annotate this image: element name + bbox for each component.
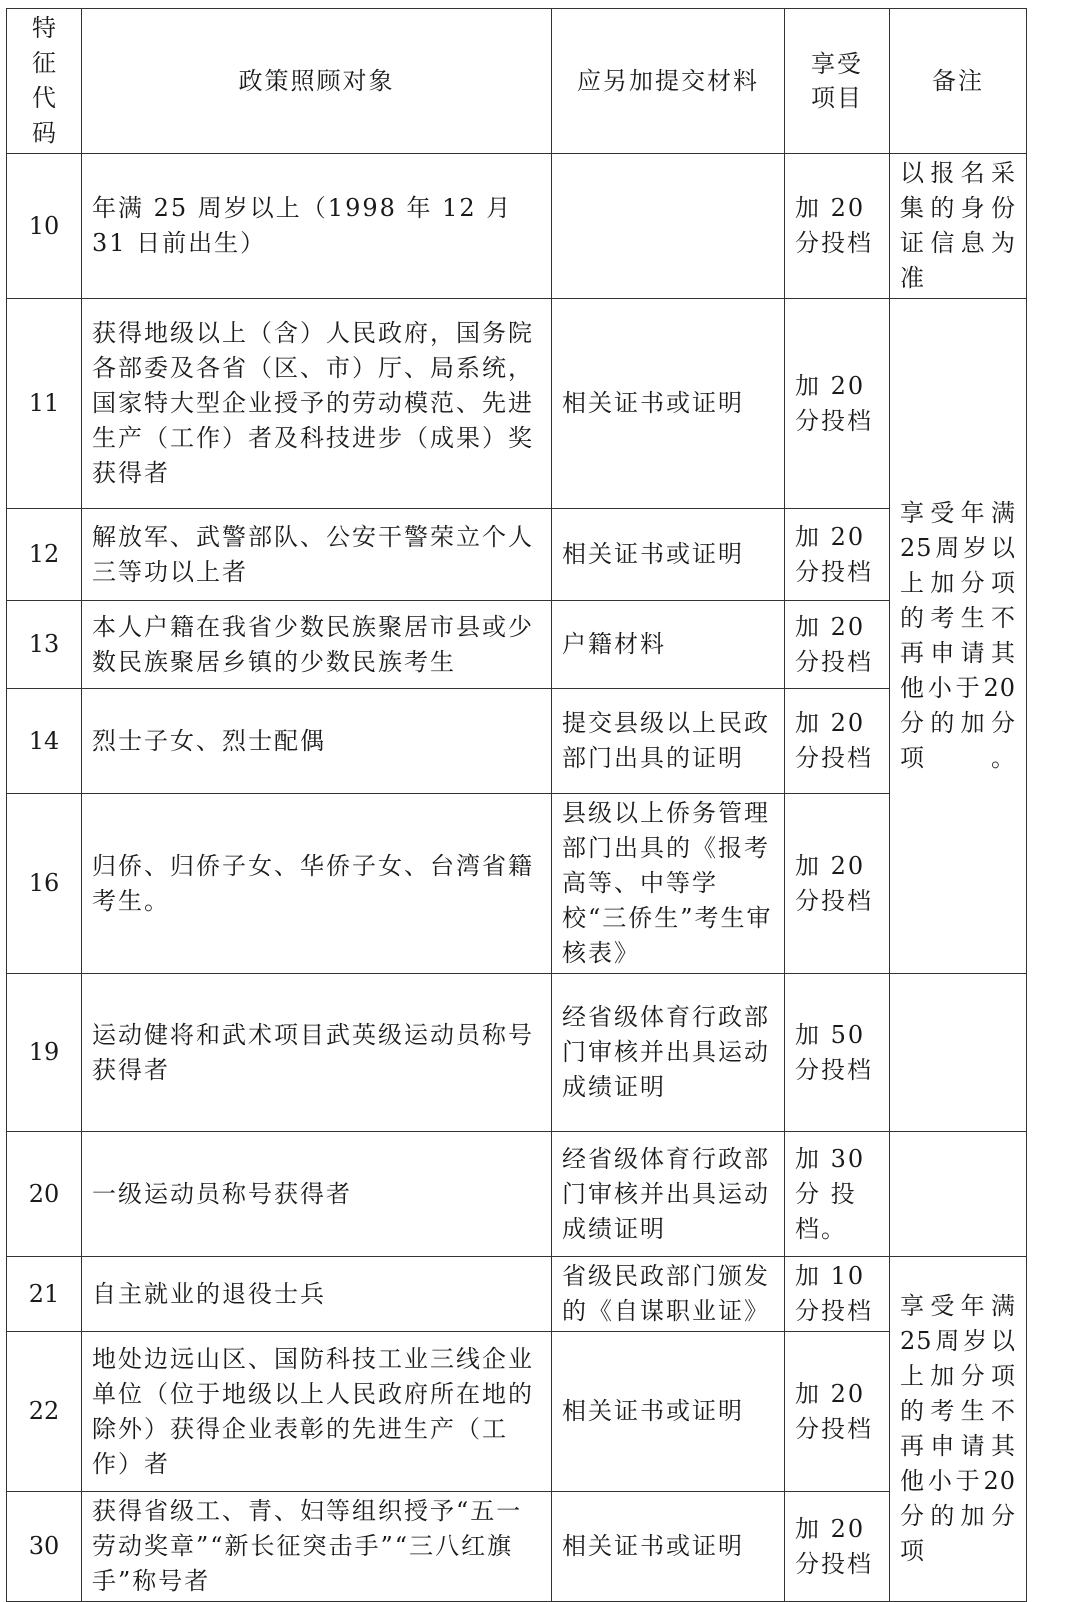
benefit-cell: 加 20 分投档 <box>785 154 890 299</box>
materials-cell: 相关证书或证明 <box>552 1332 785 1492</box>
table-row <box>7 509 1027 601</box>
table-row <box>7 1492 1027 1602</box>
target-cell: 自主就业的退役士兵 <box>82 1257 552 1332</box>
code-cell: 20 <box>7 1132 82 1257</box>
header-code-text: 特 征 代 码 <box>32 14 56 147</box>
table-row <box>7 974 1027 1132</box>
target-cell: 获得地级以上（含）人民政府，国务院各部委及各省（区、市）厅、局系统，国家特大型企业授予的劳动模范、先进生产（工作）者及科技进步（成果）奖获得者 <box>82 299 552 509</box>
target-cell: 运动健将和武术项目武英级运动员称号获得者 <box>82 974 552 1132</box>
materials-cell: 县级以上侨务管理部门出具的《报考高等、中等学校“三侨生”考生审核表》 <box>552 794 785 974</box>
benefit-cell: 加 10 分投档 <box>785 1257 890 1332</box>
target-cell: 归侨、归侨子女、华侨子女、台湾省籍考生。 <box>82 794 552 974</box>
target-cell: 解放军、武警部队、公安干警荣立个人三等功以上者 <box>82 509 552 601</box>
target-cell: 年满 25 周岁以上（1998 年 12 月 31 日前出生） <box>82 154 552 299</box>
benefit-cell: 加 20 分投档 <box>785 794 890 974</box>
table-row <box>7 601 1027 689</box>
table-row <box>7 689 1027 794</box>
target-cell: 一级运动员称号获得者 <box>82 1132 552 1257</box>
code-cell: 11 <box>7 299 82 509</box>
benefit-cell: 加 20 分投档 <box>785 509 890 601</box>
table-row <box>7 1132 1027 1257</box>
code-cell: 22 <box>7 1332 82 1492</box>
table-row <box>7 299 1027 509</box>
materials-cell: 省级民政部门颁发的《自谋职业证》 <box>552 1257 785 1332</box>
header-target: 政策照顾对象 <box>82 9 552 154</box>
table-row <box>7 154 1027 299</box>
table-row <box>7 1257 1027 1332</box>
materials-cell: 相关证书或证明 <box>552 299 785 509</box>
benefit-cell: 加 50 分投档 <box>785 974 890 1132</box>
materials-cell: 经省级体育行政部门审核并出具运动成绩证明 <box>552 1132 785 1257</box>
note-cell-empty <box>890 974 1027 1132</box>
header-benefit: 享受 项目 <box>785 9 890 154</box>
benefit-cell: 加 30 分 投 档。 <box>785 1132 890 1257</box>
benefit-cell: 加 20 分投档 <box>785 1332 890 1492</box>
code-cell: 21 <box>7 1257 82 1332</box>
code-cell: 30 <box>7 1492 82 1602</box>
code-cell: 13 <box>7 601 82 689</box>
code-cell: 14 <box>7 689 82 794</box>
header-note: 备注 <box>890 9 1027 154</box>
benefit-cell: 加 20 分投档 <box>785 299 890 509</box>
policy-table <box>6 8 1027 1602</box>
code-cell: 12 <box>7 509 82 601</box>
materials-cell: 相关证书或证明 <box>552 509 785 601</box>
target-cell: 获得省级工、青、妇等组织授予“五一劳动奖章”“新长征突击手”“三八红旗手”称号者 <box>82 1492 552 1602</box>
header-code <box>7 9 82 154</box>
table-row <box>7 794 1027 974</box>
materials-cell: 提交县级以上民政部门出具的证明 <box>552 689 785 794</box>
benefit-cell: 加 20 分投档 <box>785 689 890 794</box>
benefit-cell: 加 20 分投档 <box>785 601 890 689</box>
materials-cell: 经省级体育行政部门审核并出具运动成绩证明 <box>552 974 785 1132</box>
header-row <box>7 9 1027 154</box>
note-cell: 以报名采集的身份证信息为准 <box>890 154 1027 299</box>
target-cell: 地处边远山区、国防科技工业三线企业单位（位于地级以上人民政府所在地的除外）获得企业表彰的先进生产（工作）者 <box>82 1332 552 1492</box>
note-cell-group-1: 享受年满25周岁以上加分项的考生不再申请其他小于20分的加分项。 <box>890 299 1027 974</box>
materials-cell: 相关证书或证明 <box>552 1492 785 1602</box>
header-materials: 应另加提交材料 <box>552 9 785 154</box>
note-cell-group-2: 享受年满25周岁以上加分项的考生不再申请其他小于20分的加分项 <box>890 1257 1027 1602</box>
benefit-cell: 加 20 分投档 <box>785 1492 890 1602</box>
note-cell-empty <box>890 1132 1027 1257</box>
materials-cell: 户籍材料 <box>552 601 785 689</box>
target-cell: 烈士子女、烈士配偶 <box>82 689 552 794</box>
code-cell: 19 <box>7 974 82 1132</box>
code-cell: 10 <box>7 154 82 299</box>
materials-cell <box>552 154 785 299</box>
table-row <box>7 1332 1027 1492</box>
code-cell: 16 <box>7 794 82 974</box>
target-cell: 本人户籍在我省少数民族聚居市县或少数民族聚居乡镇的少数民族考生 <box>82 601 552 689</box>
